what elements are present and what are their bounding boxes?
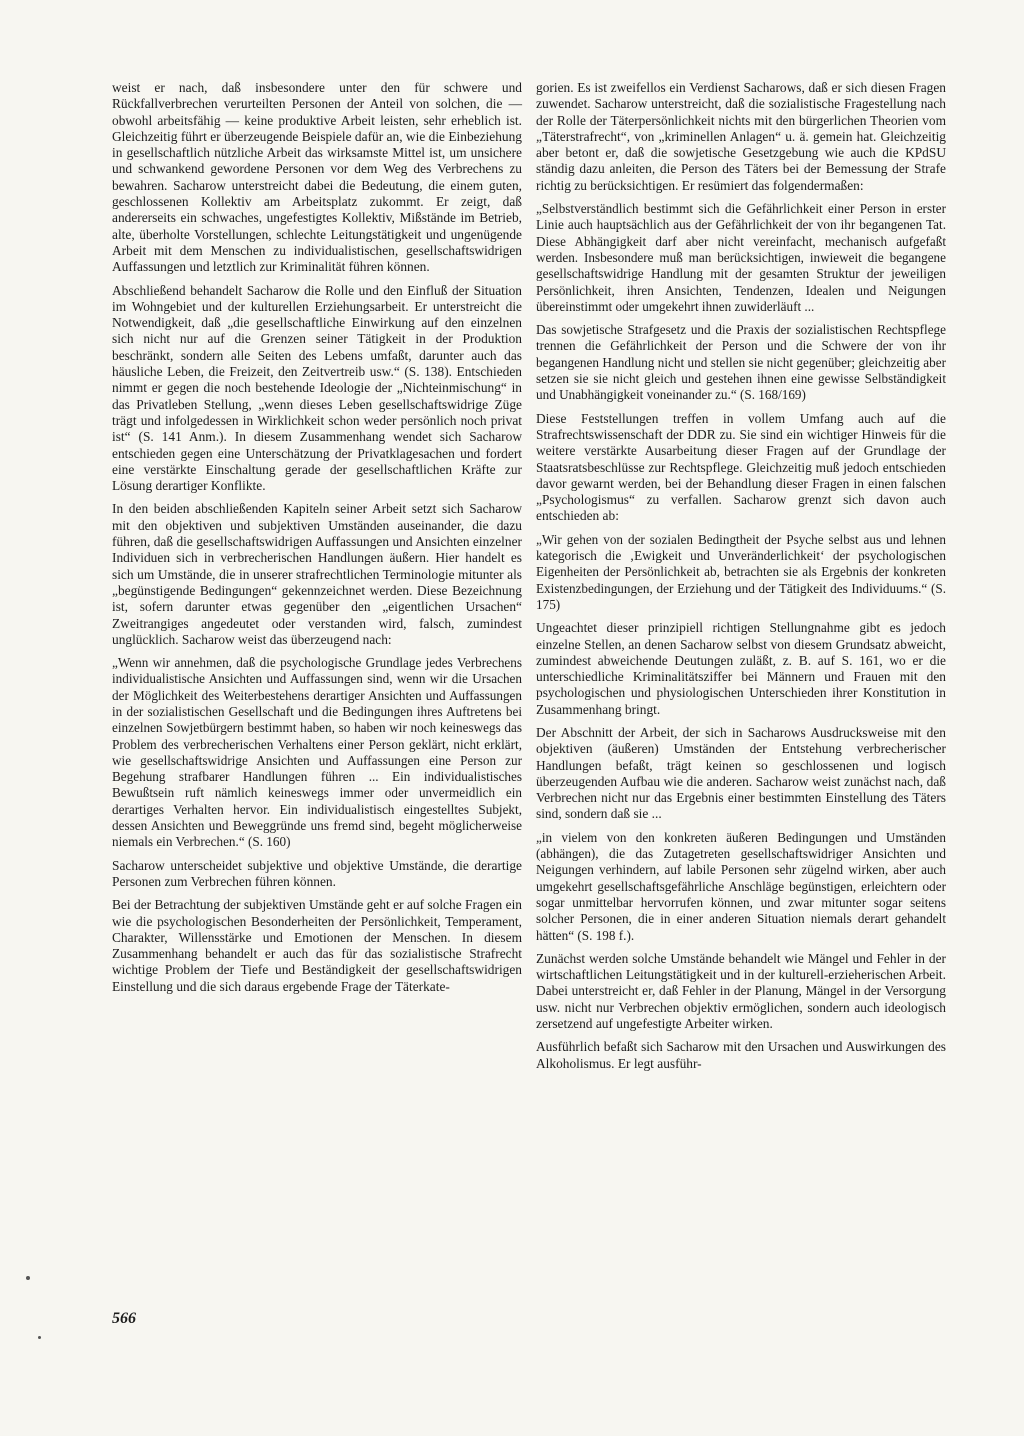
paragraph: Diese Feststellungen treffen in vollem Umfang auch auf die Strafrechtswissenschaft der DDR zu. Sie sind ein wichtiger Hinweis für die weitere verstärkte Ausarbeitung dieser Fragen auf der Grundlage der Staatsratsbeschlüsse zur Rechtspflege. Gleichzeitig muß jedoch entschieden davor gewarnt werden, bei der Behandlung dieser Fragen in einen falschen „Psychologismus“ zu verfallen. Sacharow grenzt sich davon auch entschieden ab: xyxy=(536,410,946,524)
quotation: „in vielem von den konkreten äußeren Bedingungen und Umständen (abhängen), die das Zutagetreten gesellschaftswidriger Ansichten und Neigungen verhindern, auf labile Personen sehr zügelnd wirken, aber auch umgekehrt gesellschaftsgefährliche Anschläge begünstigen, erleichtern oder sogar unmittelbar hervorrufen können, und zwar mitunter sogar seitens solcher Personen, die in einer anderen Situation niemals derart gehandelt hätten“ (S. 198 f.). xyxy=(536,829,946,943)
left-column xyxy=(112,80,522,1002)
page-number: 566 xyxy=(112,1310,136,1327)
paragraph: Abschließend behandelt Sacharow die Rolle und den Einfluß der Situation im Wohngebiet und der kulturellen Erziehungsarbeit. Er unterstreicht die Notwendigkeit, daß „die gesellschaftliche Einwirkung auf den einzelnen sich nicht nur auf die Grenzen seiner Tätigkeit in der Produktion beschränkt, sondern alle Seiten des Lebens umfaßt, darunter auch das häusliche Leben, die Freizeit, den Zeitvertreib usw.“ (S. 138). Entschieden nimmt er gegen die noch bestehende Ideologie der „Nichteinmischung“ in das Privatleben Stellung, „wenn dieses Leben gesellschaftswidrige Züge trägt und infolgedessen in Wirklichkeit schon weder persönlich noch privat ist“ (S. 141 Anm.). In diesem Zusammenhang wendet sich Sacharow entschieden gegen eine Unterschätzung der Privatklagesachen und fordert eine verstärkte Einschaltung gerade der gesellschaftlichen Kräfte zur Lösung derartiger Konflikte. xyxy=(112,282,522,494)
paragraph: Der Abschnitt der Arbeit, der sich in Sacharows Ausdrucksweise mit den objektiven (äußeren) Umständen der Entstehung verbrecherischer Handlungen befaßt, trägt keinen so geschlossenen und logisch überzeugenden Aufbau wie die anderen. Sacharow weist zunächst nach, daß Verbrechen nicht nur das Ergebnis einer bestimmten Einstellung des Täters sind, sondern daß sie ... xyxy=(536,724,946,822)
paragraph: weist er nach, daß insbesondere unter den für schwere und Rückfallverbrechen verurteilten Personen der Anteil von solchen, die — obwohl arbeitsfähig — keine produktive Arbeit leisten, sehr erheblich ist. Gleichzeitig führt er überzeugende Beispiele dafür an, wie die Einbeziehung in gesellschaftlich nützliche Arbeit das wirksamste Mittel ist, um unsichere und schwankend gewordene Personen vor dem Weg des Verbrechens zu bewahren. Sacharow unterstreicht dabei die Bedeutung, die einem guten, geschlossenen Kollektiv am Arbeitsplatz zukommt. Er zeigt, daß andererseits ein schwaches, ungefestigtes Kollektiv, Mißstände im Betrieb, alte, überholte Vorstellungen, schlechte Leitungstätigkeit und ungenügende Arbeit mit dem Menschen zu individualistischen, gesellschaftswidrigen Auffassungen und letztlich zur Kriminalität führen können. xyxy=(112,80,522,275)
quotation: „Selbstverständlich bestimmt sich die Gefährlichkeit einer Person in erster Linie auch hauptsächlich aus der Gefährlichkeit der von ihr begangenen Tat. Diese Abhängigkeit darf aber nicht vereinfacht, mechanisch aufgefaßt werden. Insbesondere muß man berücksichtigen, inwieweit die begangene gesellschaftswidrige Handlung mit der gesamten Struktur der jeweiligen Persönlichkeit, ihren Ansichten, Tendenzen, Idealen und Neigungen übereinstimmt oder umgekehrt ihnen zuwiderläuft ... xyxy=(536,201,946,314)
right-column xyxy=(536,80,946,1079)
scan-speck xyxy=(38,1336,41,1339)
paragraph: Bei der Betrachtung der subjektiven Umstände geht er auf solche Fragen ein wie die psychologischen Besonderheiten der Persönlichkeit, Temperament, Charakter, Willensstärke und Emotionen der Menschen. In diesem Zusammenhang behandelt er auch das für das sozialistische Strafrecht wichtige Problem der Tiefe und Beständigkeit der gesellschaftswidrigen Einstellung und die sich daraus ergebende Frage der Täterkate- xyxy=(112,897,522,994)
paragraph: Ausführlich befaßt sich Sacharow mit den Ursachen und Auswirkungen des Alkoholismus. Er legt ausführ- xyxy=(536,1039,946,1071)
paragraph: gorien. Es ist zweifellos ein Verdienst Sacharows, daß er sich diesen Fragen zuwendet. Sacharow unterstreicht, daß die sozialistische Fragestellung nach der Rolle der Täterpersönlichkeit nichts mit den bürgerlichen Theorien vom „Täterstrafrecht“, von „kriminellen Anlagen“ u. ä. gemein hat. Gleichzeitig aber betont er, daß die sowjetische Gesetzgebung wie auch die KPdSU ständig dazu anleiten, die Person des Täters bei der Bemessung der Strafe richtig zu berücksichtigen. Er resümiert das folgendermaßen: xyxy=(536,80,946,193)
quotation: Das sowjetische Strafgesetz und die Praxis der sozialistischen Rechtspflege trennen die Gefährlichkeit der Person und die Schwere der von ihr begangenen Handlung nicht und stellen sie nicht gegenüber; gleichzeitig aber setzen sie sie nicht gleich und gestehen ihnen eine gewisse Selbständigkeit und Unabhängigkeit voneinander zu.“ (S. 168/169) xyxy=(536,322,946,403)
quotation: „Wenn wir annehmen, daß die psychologische Grundlage jedes Verbrechens individualistische Ansichten und Auffassungen sind, wenn wir die Ursachen der Möglichkeit des Weiterbestehens derartiger Ansichten und Auffassungen in der sozialistischen Gesellschaft und die Bedingungen ihres Auftretens bei einzelnen Sowjetbürgern bestimmt haben, so haben wir noch keineswegs das Problem des verbrecherischen Verhaltens einer Person geklärt, nicht erklärt, wie gesellschaftswidrige Ansichten und Auffassungen eine Person zur Begehung strafbarer Handlungen führen ... Ein individualistisches Bewußtsein ruft nämlich keineswegs immer oder unvermeidlich ein derartiges Verhalten hervor. Ein individualistisch eingestelltes Subjekt, dessen Ansichten und Beweggründe uns fremd sind, begeht möglicherweise niemals ein Verbrechen.“ (S. 160) xyxy=(112,655,522,850)
paragraph: In den beiden abschließenden Kapiteln seiner Arbeit setzt sich Sacharow mit den objektiven und subjektiven Umständen auseinander, die dazu führen, daß die gesellschaftswidrigen Auffassungen und Ansichten einzelner Individuen sich in verbrecherischen Handlungen äußern. Hier handelt es sich um Umstände, die in unserer strafrechtlichen Terminologie mitunter als „begünstigende Bedingungen“ gekennzeichnet werden. Diese Bezeichnung ist, sofern darunter etwas gegenüber den „eigentlichen Ursachen“ Zweitrangiges angedeutet oder verstanden wird, falsch, zumindest unglücklich. Sacharow weist das überzeugend nach: xyxy=(112,501,522,647)
quotation: „Wir gehen von der sozialen Bedingtheit der Psyche selbst aus und lehnen kategorisch die ‚Ewigkeit und Unveränderlichkeit‘ der psychologischen Eigenheiten der Persönlichkeit ab, betrachten sie als Ergebnis der konkreten Existenzbedingungen, der Erziehung und der Tätigkeit des Individuums.“ (S. 175) xyxy=(536,531,946,612)
paragraph: Ungeachtet dieser prinzipiell richtigen Stellungnahme gibt es jedoch einzelne Stellen, an denen Sacharow selbst von diesem Grundsatz abweicht, zumindest abweichende Deutungen zuläßt, z. B. auf S. 161, wo er die unterschiedliche Kriminalitätsziffer bei Männern und Frauen mit den psychologischen und physiologischen Unterschieden ihrer Konstitution in Zusammenhang bringt. xyxy=(536,620,946,717)
scan-speck xyxy=(26,1276,30,1280)
paragraph: Sacharow unterscheidet subjektive und objektive Umstände, die derartige Personen zum Verbrechen führen können. xyxy=(112,857,522,889)
paragraph: Zunächst werden solche Umstände behandelt wie Mängel und Fehler in der wirtschaftlichen Leitungstätigkeit und in der kulturell-erzieherischen Arbeit. Dabei unterstreicht er, daß Fehler in der Planung, Mängel in der Versorgung usw. nicht nur Verbrechen objektiv ermöglichen, sondern auch ideologisch zersetzend auf ungefestigte Arbeiter wirken. xyxy=(536,950,946,1032)
